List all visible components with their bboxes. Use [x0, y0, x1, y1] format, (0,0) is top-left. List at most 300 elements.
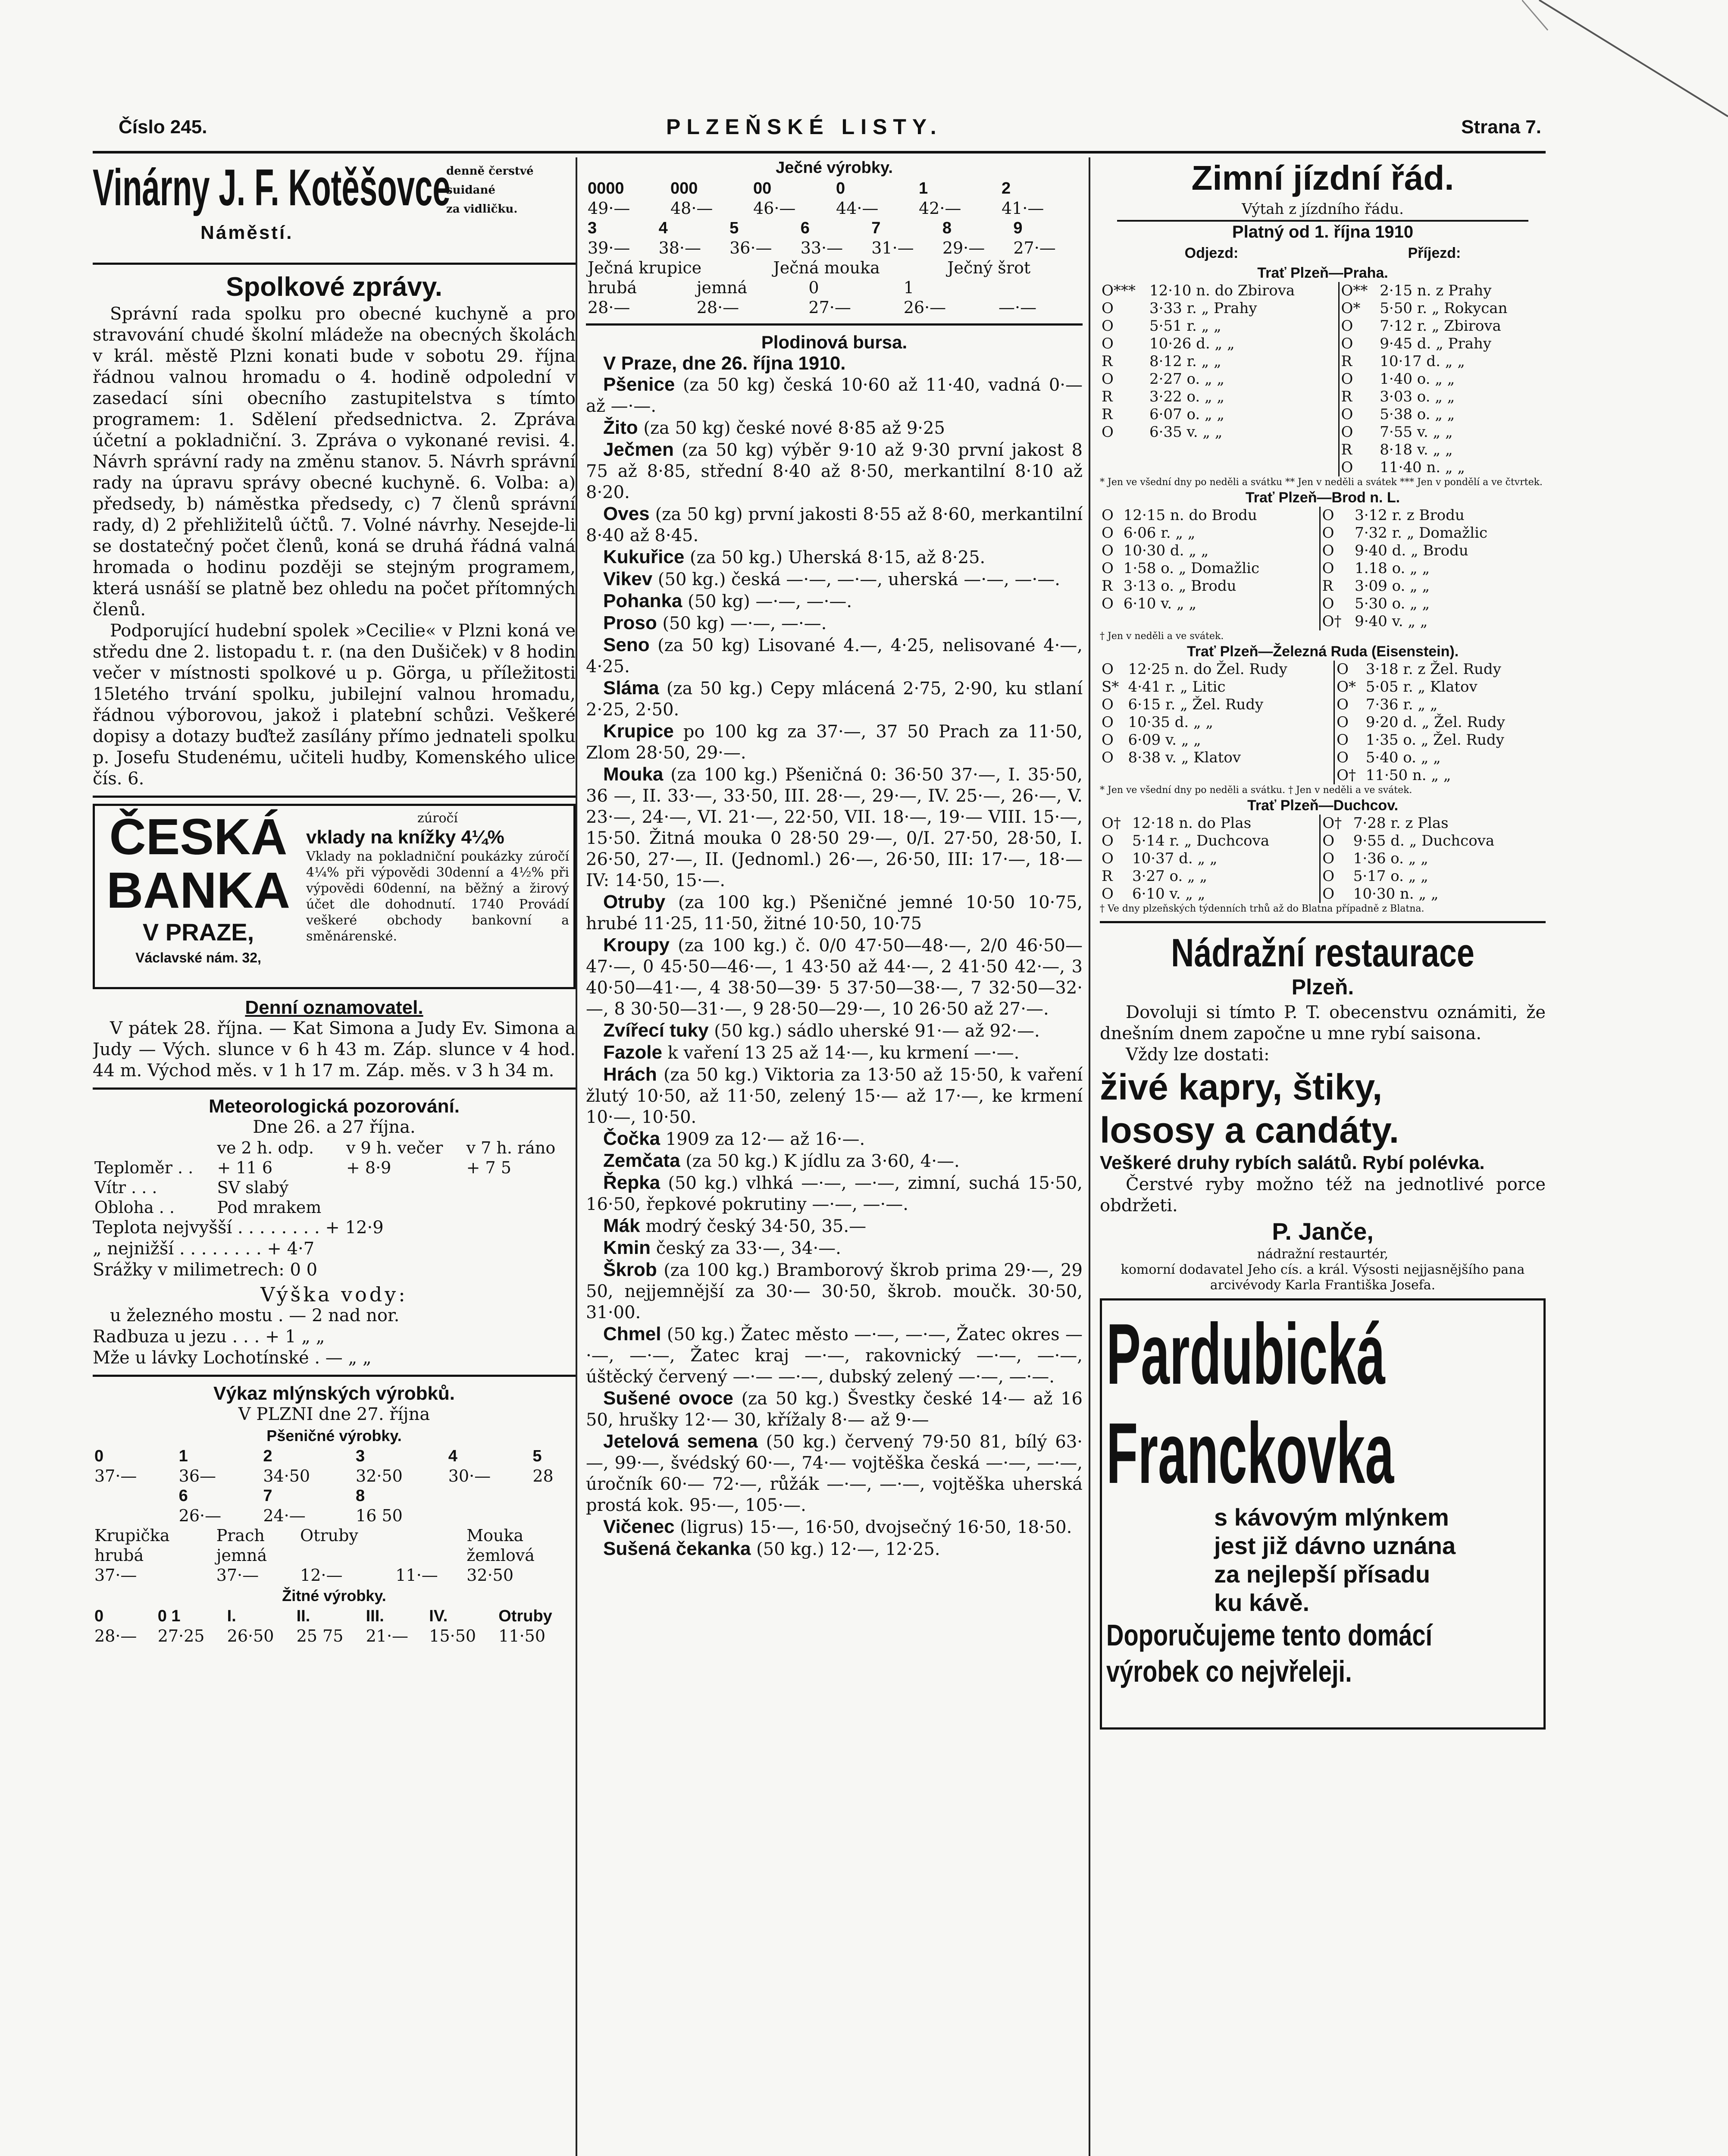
rad-cell: 10·30 n. „ „: [1353, 885, 1439, 903]
jecne-cell: 0000: [588, 179, 624, 197]
jecne-cell: jemná: [696, 278, 748, 297]
mlyn-table-2: [93, 1526, 576, 1585]
rad-cell: 5·17 o. „ „: [1353, 868, 1428, 885]
bursa-item-name: Zemčata: [603, 1150, 680, 1171]
rad-cell: O: [1320, 850, 1352, 868]
mlyn-cell: 0 1: [157, 1607, 181, 1625]
bursa-item: [586, 634, 1083, 677]
jecne-cell: 39·—: [588, 238, 630, 257]
mlyn-cell: II.: [296, 1607, 310, 1625]
jecne-cell: 5: [729, 219, 739, 237]
rad-section-title: Trať Plzeň—Duchcov.: [1247, 797, 1399, 814]
rad-cell: O: [1102, 524, 1114, 542]
meteo-max: Teplota nejvyšší . . . . . . . . + 12·9: [93, 1218, 384, 1238]
jecne-cell: Ječná krupice: [588, 258, 702, 277]
nadrazni-title: Nádražní restaurace: [1171, 931, 1474, 975]
meteo-cell: Obloha . .: [94, 1198, 175, 1217]
bursa-item: [586, 1064, 1083, 1128]
bursa-item-name: Mák: [603, 1215, 640, 1236]
kotesovec-note-3: za vidličku.: [446, 203, 518, 216]
mlyn-cell: 32·50: [466, 1566, 514, 1585]
bursa-item-name: Čočka: [603, 1128, 661, 1149]
jecne-cell: 48·—: [670, 199, 713, 218]
rad-cell: O: [1320, 542, 1353, 560]
rad-cell: 5·30 o. „ „: [1355, 595, 1430, 612]
nadrazni-p2: Vždy lze dostati:: [1126, 1045, 1270, 1065]
rad-legend: [1100, 243, 1546, 264]
rad-cell: O: [1102, 300, 1114, 317]
nadrazni-p1: Dovoluji si tímto P. T. obecenstvu oznámiti, že dnešním dnem započne u mne rybí saisona.: [1100, 1003, 1546, 1044]
voda-title: Výška vody:: [260, 1283, 408, 1306]
rad-cell: 5·51 r. „ „: [1149, 317, 1221, 335]
mlyn-cell: 28: [532, 1467, 554, 1485]
rad-cell: O: [1339, 370, 1378, 388]
bursa-item: [586, 612, 1083, 634]
rad-cell: 12·15 n. do Brodu: [1123, 507, 1257, 524]
page-number: Strana 7.: [1461, 116, 1541, 138]
bursa-item-text: modrý český 34·50, 35.—: [645, 1216, 867, 1236]
rad-cell: O†: [1320, 815, 1352, 832]
rad-cell: 6·06 r. „ „: [1123, 524, 1196, 542]
mlyn-cell: 37·—: [94, 1467, 137, 1485]
rad-note: † Jen v neděli a ve svátek.: [1100, 631, 1224, 642]
ceska-banka-ad: [93, 804, 576, 989]
jecne-cell: 00: [753, 179, 772, 197]
rad-cell: 7·36 r. „ „: [1365, 696, 1438, 713]
bursa-item-text: (za 50 kg.) Uherská 8·15, až 8·25.: [690, 548, 986, 567]
bursa-item-name: Zvířecí tuky: [603, 1020, 709, 1041]
divider: [93, 796, 576, 798]
bursa-item-name: Oves: [603, 503, 650, 524]
pardubicka-r2: výrobek co nejvřeleji.: [1106, 1655, 1352, 1688]
mlyn-table-3: [93, 1606, 576, 1646]
rad-cell: 2·15 n. z Prahy: [1380, 282, 1492, 299]
rad-cell: O*: [1334, 678, 1364, 696]
rad-cell: 11·40 n. „ „: [1380, 459, 1465, 476]
bursa-item-text: (50 kg.) červený 79·50 81, bílý 63·—, 99·—, švédský 60·—, 74·— vojtěška česká —·—, —·—, úročník 60·— 72·—, růžák —·—, —·—, vojtěška uherská prostá kok. 95·—, 105·—.: [586, 1432, 1083, 1515]
banka-name-2: BANKA: [106, 862, 291, 919]
mlyn-cell: žemlová: [466, 1546, 535, 1565]
rad-cell: O: [1320, 832, 1352, 850]
bursa-item-text: (za 50 kg.) K jídlu za 3·60, 4·—.: [686, 1151, 960, 1171]
mlyn-cell: Mouka: [466, 1526, 524, 1545]
rad-sections: [1100, 264, 1546, 915]
jecne-cell: 28·—: [696, 298, 739, 317]
rad-cell: 7·32 r. „ Domažlic: [1355, 524, 1488, 542]
rad-cell: 1·58 o. „ Domažlic: [1123, 560, 1260, 577]
rad-cell: O: [1102, 370, 1114, 388]
jecne-cell: 2: [1002, 179, 1011, 197]
bursa-item: [586, 1538, 1083, 1560]
jecne-cell: hrubá: [588, 278, 637, 297]
rad-cell: 5·14 r. „ Duchcova: [1132, 832, 1270, 849]
nadrazni-big-2: lososy a candáty.: [1100, 1110, 1399, 1150]
jecne-cell: 29·—: [942, 238, 985, 257]
rad-section-title: Trať Plzeň—Železná Ruda (Eisenstein).: [1186, 643, 1459, 660]
bursa-item: [586, 1388, 1083, 1431]
rad-cell: O: [1334, 661, 1364, 678]
bursa-item-name: Sušená čekanka: [603, 1538, 751, 1559]
rad-cell: 1·35 o. „ Žel. Rudy: [1365, 731, 1504, 749]
rad-cell: [1100, 441, 1148, 459]
jecne-table-2: [586, 218, 1083, 258]
rad-cell: [1122, 613, 1320, 630]
issue-number: Číslo 245.: [119, 116, 207, 138]
bursa-item-name: Žito: [603, 417, 638, 438]
bursa-item-name: Sušené ovoce: [603, 1388, 733, 1409]
meteo-cell: Pod mrakem: [217, 1198, 322, 1217]
jecne-cell: 0: [836, 179, 845, 197]
rad-cell: [1100, 459, 1148, 476]
jecne-cell: 31·—: [871, 238, 914, 257]
pardubicka-ad: [1100, 1298, 1546, 1730]
jecne-cell: 42·—: [919, 199, 961, 218]
bursa-item: [586, 503, 1083, 546]
bursa-item: [586, 934, 1083, 1020]
column-3: [1093, 157, 1546, 2156]
rad-note: * Jen ve všední dny po neděli a svátku ** Jen v neděli a svátek *** Jen v pondělí a ve čtvrtek.: [1100, 477, 1543, 488]
voda-row: u železného mostu . — 2 nad nor.: [110, 1306, 400, 1326]
kotesovec-note-2: suidané: [446, 184, 495, 197]
rad-cell: 3·22 o. „ „: [1149, 388, 1225, 405]
rad-cell: O: [1320, 595, 1353, 613]
column-divider: [576, 157, 577, 2156]
mlyn-cell: 24·—: [263, 1506, 306, 1525]
rad-cell: 6·09 v. „ „: [1128, 731, 1201, 749]
bursa-list: [586, 374, 1083, 1560]
jecne-cell: 46·—: [753, 199, 796, 218]
jecne-cell: 1: [903, 278, 914, 297]
rad-cell: O: [1320, 560, 1353, 577]
meteo-cell: + 8·9: [346, 1158, 391, 1177]
rad-subtitle: Výtah z jízdního řádu.: [1242, 201, 1404, 218]
rad-cell: O: [1102, 507, 1114, 524]
rad-cell: O†: [1334, 767, 1364, 784]
mlyn-cell: 8: [356, 1487, 365, 1505]
spolkove-p1: Správní rada spolku pro obecné kuchyně a pro stravování chudé školní mládeže na obecných školách v král. městě Plzni konati bude v sobotu 29. října řádnou valnou hromadu o 4. hodině odpolední v zasedací síni obecního zastupitelstva s tímto programem: 1. Sdělení předsednictva. 2. Zpráva účetní a pokladniční. 3. Zpráva o vykonané revisi. 4. Návrh správní rady na změnu stanov. 5. Návrh správní rady na úpravu správy obecné kuchyně. 6. Volba: a) předsedy, b) náměstka předsedy, c) 7 členů správní rady, d) 2 přehližitelů účtů. 7. Volné návrhy. Nesejde-li se dostatečný počet členů, koná se druhá řádná valná hromada o hodinu později se stejným programem, která usnáší se platně bez ohledu na počet přítomných členů.: [93, 304, 576, 620]
rad-cell: 12·10 n. do Zbirova: [1149, 282, 1295, 299]
bursa-item-text: (50 kg.) česká —·—, —·—, uherská —·—, —·—.: [657, 570, 1060, 589]
rad-cell: 12·25 n. do Žel. Rudy: [1128, 661, 1287, 678]
meteo-cell: + 11 6: [217, 1158, 273, 1177]
rad-cell: O: [1102, 696, 1114, 713]
rad-cell: 6·35 v. „ „: [1149, 423, 1223, 441]
bursa-item-name: Proso: [603, 612, 657, 633]
banka-logo: [99, 810, 297, 983]
bursa-item-text: (50 kg.) Žatec město —·—, —·—, Žatec okres —·—, —·—, Žatec kraj —·—, rakovnický —·—, —·—, úštěcký červený —·— —·—, dubský zelený —·—, —·—.: [586, 1325, 1083, 1387]
bursa-item: [586, 568, 1083, 590]
pardubicka-s3: za nejlepší přísadu: [1214, 1561, 1431, 1588]
mlyn-cell: 37·—: [216, 1566, 259, 1585]
bursa-item: [586, 1237, 1083, 1259]
jecne-table-4: [586, 278, 1083, 317]
rad-cell: O: [1102, 714, 1114, 731]
banka-address: Václavské nám. 32,: [135, 950, 261, 965]
nadrazni-big-1: živé kapry, štiky,: [1100, 1067, 1383, 1107]
meteo-head: v 9 h. večer: [346, 1138, 443, 1157]
rad-cell: 5·38 o. „ „: [1380, 406, 1455, 423]
bursa-item-text: (za 50 kg) výběr 9·10 až 9·30 první jakost 8 75 až 8·85, střední 8·40 až 8·50, merkantilní 8·10 až 8·20.: [586, 440, 1083, 502]
rad-valid: Platný od 1. října 1910: [1117, 220, 1528, 243]
rad-cell: 3·13 o. „ Brodu: [1123, 577, 1237, 595]
mlyn-cell: 30·—: [448, 1467, 491, 1485]
bursa-item-text: (za 100 kg.) č. 0/0 47·50—48·—, 2/0 46·50—47·—, 0 45·50—46·—, 1 43·50 až 44·—, 2 41·50 42·—, 3 40·50—41·—, 4 38·50—39· 5 37·50—38·—, 7 32·50—32·—, 8 30·50—31·—, 9 28·50—29·—, 10 26·50 až 27·—.: [586, 936, 1083, 1019]
jecne-cell: 28·—: [588, 298, 630, 317]
rad-cell: 10·17 d. „ „: [1380, 353, 1465, 370]
mlyn-date: V PLZNI dne 27. října: [238, 1404, 430, 1424]
rad-cell: 9·40 v. „ „: [1355, 613, 1428, 630]
bursa-item-name: Fazole: [603, 1042, 662, 1063]
bursa-item-name: Řepka: [603, 1172, 661, 1193]
rad-cell: 12·18 n. do Plas: [1132, 815, 1252, 832]
banka-rate-head: zúročí: [417, 811, 458, 826]
rad-cell: 7·28 r. z Plas: [1353, 815, 1449, 832]
mlyn-cell: hrubá: [94, 1546, 144, 1565]
mlyn-cell: 26·50: [227, 1626, 274, 1645]
mlyn-cell: 6: [178, 1487, 188, 1505]
bursa-item-text: (za 50 kg) Lisované 4.—, 4·25, nelisované 4·—, 4·25.: [586, 636, 1083, 677]
rad-cell: [1126, 767, 1334, 784]
mlyn-cell: 11·—: [395, 1566, 438, 1585]
nadrazni-city: Plzeň.: [1291, 975, 1354, 999]
rad-cell: O: [1102, 749, 1114, 766]
rad-cell: 7·55 v. „ „: [1380, 423, 1453, 441]
jecne-cell: 36·—: [729, 238, 772, 257]
divider: [93, 1087, 576, 1090]
rad-cell: O: [1102, 661, 1114, 678]
jecne-cell: 3: [588, 219, 597, 237]
masthead-rule: [93, 151, 1546, 154]
mlyn-cell: 21·—: [366, 1626, 409, 1645]
newspaper-page: [93, 110, 1546, 2156]
mlyn-cell: 37·—: [94, 1566, 137, 1585]
voda-row: Radbuza u jezu . . . + 1 „ „: [93, 1327, 325, 1347]
bursa-item: [586, 546, 1083, 568]
rad-cell: O†: [1320, 613, 1353, 630]
jecne-cell: 26·—: [903, 298, 946, 317]
rad-cell: 9·45 d. „ Prahy: [1380, 335, 1492, 352]
jecne-cell: 38·—: [658, 238, 701, 257]
meteo-date: Dne 26. a 27 října.: [253, 1117, 416, 1137]
rad-cell: 6·15 r. „ Žel. Rudy: [1128, 696, 1264, 713]
jecne-table-3: [586, 258, 1083, 278]
jecne-cell: 33·—: [800, 238, 843, 257]
bursa-item: [586, 439, 1083, 503]
rad-cell: R: [1102, 577, 1113, 595]
denni-title: Denní oznamovatel.: [245, 997, 423, 1018]
bursa-item: [586, 417, 1083, 439]
rad-cell: O: [1102, 423, 1114, 441]
mlyn-cell: 5: [532, 1447, 542, 1465]
rad-cell: 9·55 d. „ Duchcova: [1353, 832, 1495, 849]
rad-section-title: Trať Plzeň—Praha.: [1257, 265, 1388, 281]
bursa-item-text: (za 50 kg) první jakosti 8·55 až 8·60, merkantilní 8·40 až 8·45.: [586, 505, 1083, 545]
jecne-cell: Ječná mouka: [773, 258, 880, 277]
rad-cell: R: [1339, 388, 1378, 406]
divider: [586, 323, 1083, 326]
rad-cell: 9·40 d. „ Brodu: [1355, 542, 1468, 559]
bursa-item: [586, 374, 1083, 417]
rad-note: * Jen ve všední dny po neděli a svátku. † Jen v neděli a ve svátek.: [1100, 785, 1412, 796]
page-fold-corner: [1522, 0, 1728, 121]
rad-cell: 6·07 o. „ „: [1149, 406, 1225, 423]
pardubicka-l1: Pardubická: [1106, 1306, 1385, 1402]
rad-cell: 1·40 o. „ „: [1380, 370, 1455, 388]
rad-cell: O***: [1102, 282, 1136, 299]
bursa-item-text: po 100 kg za 37·—, 37 50 Prach za 11·50, Zlom 28·50, 29·—.: [586, 722, 1083, 763]
rad-cell: S*: [1102, 678, 1119, 696]
rad-title: Zimní jízdní řád.: [1191, 159, 1454, 197]
meteo-head: ve 2 h. odp.: [217, 1138, 314, 1157]
rad-cell: 10·26 d. „ „: [1149, 335, 1235, 352]
nadrazni-role-2: komorní dodavatel Jeho cís. a král. Výsosti nejjasnějšího pana arcivévody Karla Františka Josefa.: [1121, 1262, 1525, 1293]
rad-cell: 3·33 r. „ Prahy: [1149, 300, 1257, 317]
rad-cell: 6·10 v. „ „: [1123, 595, 1197, 612]
mlyn-cell: 0: [94, 1607, 104, 1625]
rad-cell: 10·37 d. „ „: [1132, 850, 1218, 867]
pardubicka-l2: Franckovka: [1106, 1405, 1394, 1501]
bursa-item-name: Kroupy: [603, 934, 670, 956]
rad-cell: O: [1334, 749, 1364, 767]
jecne-cell: 1: [919, 179, 928, 197]
rad-cell: R: [1102, 406, 1113, 423]
mlyn-cell: I.: [227, 1607, 236, 1625]
mlyn-cell: 34·50: [263, 1467, 310, 1485]
bursa-item-name: Vikev: [603, 568, 653, 589]
rad-cell: [1100, 767, 1126, 784]
rad-cell: O: [1102, 595, 1114, 612]
jecne-cell: 0: [808, 278, 819, 297]
bursa-item-text: 1909 za 12·— až 16·—.: [665, 1129, 865, 1149]
rad-cell: 3·03 o. „ „: [1380, 388, 1455, 405]
jecne-table: [586, 179, 1083, 218]
mlyn-cell: 7: [263, 1487, 272, 1505]
jecne-cell: —·—: [999, 298, 1037, 317]
bursa-item: [586, 1150, 1083, 1172]
column-1: [93, 157, 576, 2156]
rad-cell: O: [1339, 406, 1378, 423]
bursa-item-text: (50 kg) —·—, —·—.: [688, 592, 852, 611]
mlyn-cell: Otruby: [300, 1526, 358, 1545]
rad-cell: 8·18 v. „ „: [1380, 441, 1453, 458]
rad-table: [1100, 661, 1546, 784]
mlyn-cell: 32·50: [356, 1467, 403, 1485]
spolkove-title: Spolkové zprávy.: [226, 272, 442, 302]
bursa-item: [586, 764, 1083, 891]
voda-row: Mže u lávky Lochotínské . — „ „: [93, 1348, 372, 1368]
bursa-item-text: k vaření 13 25 až 14·—, ku krmení —·—.: [667, 1043, 1020, 1063]
nadrazni-role: nádražní restaurtér,: [1257, 1247, 1389, 1262]
bursa-item-name: Sláma: [603, 677, 659, 699]
rad-cell: 10·30 d. „ „: [1123, 542, 1209, 559]
rad-cell: O: [1102, 317, 1114, 335]
rad-cell: R: [1102, 868, 1113, 885]
rad-cell: R: [1339, 441, 1378, 459]
bursa-item: [586, 1042, 1083, 1064]
rad-cell: 5·40 o. „ „: [1365, 749, 1441, 766]
mlyn-cell: 16 50: [356, 1506, 403, 1525]
mlyn-cell: Prach: [216, 1526, 265, 1545]
rad-cell: 11·50 n. „ „: [1365, 767, 1451, 784]
bursa-title: Plodinová bursa.: [761, 332, 908, 352]
odjezd-label: Odjezd:: [1184, 245, 1239, 261]
meteo-cell: SV slabý: [217, 1178, 289, 1197]
meteo-table: [93, 1138, 576, 1217]
bursa-item-name: Škrob: [603, 1259, 657, 1280]
mlyn-cell: 3: [356, 1447, 365, 1465]
bursa-item: [586, 1259, 1083, 1323]
mlyn-cell: Krupička: [94, 1526, 170, 1545]
mlyn-cell: 28·—: [94, 1626, 137, 1645]
prijezd-label: Příjezd:: [1408, 245, 1461, 261]
spolkove-p2: Podporující hudební spolek »Cecilie« v Plzni koná ve středu dne 2. listopadu t. r. (na den Dušiček) v 8 hodin večer v místnosti spolkové u p. Görga, u příležitosti 15letého trvání spolku, jubilejní valnou hromadu, řádnou výborovou, jakož i platební schůzi. Veškeré dopisy a dotazy buďtež zasílány přímo jednateli spolku p. Josefu Studenému, učiteli hudby, Komenského ulice čís. 6.: [93, 621, 576, 789]
rad-note: † Ve dny plzeňských týdenních trhů až do Blatna případně z Blatna.: [1100, 903, 1424, 914]
bursa-item-text: český za 33·—, 34·—.: [656, 1238, 841, 1258]
bursa-item-name: Ječmen: [603, 439, 674, 460]
bursa-item: [586, 1323, 1083, 1388]
mlyn-cell: jemná: [216, 1546, 267, 1565]
rad-section-title: Trať Plzeň—Brod n. L.: [1245, 489, 1400, 506]
bursa-item-name: Krupice: [603, 721, 674, 742]
rad-cell: [1148, 441, 1339, 459]
jecne-cell: 41·—: [1002, 199, 1044, 218]
nadrazni-bold: Veškeré druhy rybích salátů. Rybí polévka.: [1100, 1152, 1485, 1173]
bursa-item: [586, 1431, 1083, 1516]
jecne-cell: 000: [670, 179, 698, 197]
banka-city: V PRAZE,: [142, 918, 254, 946]
banka-name-1: ČESKÁ: [109, 808, 288, 865]
meteo-min: „ nejnižší . . . . . . . . + 4·7: [93, 1239, 315, 1259]
mlyn-cell: 36—: [178, 1467, 216, 1485]
pardubicka-s4: ku kávě.: [1214, 1589, 1310, 1616]
rad-cell: 7·12 r. „ Zbirova: [1380, 317, 1501, 335]
pardubicka-slogan: [1106, 1503, 1539, 1617]
rad-cell: O: [1334, 714, 1364, 731]
bursa-item-text: (50 kg.) 12·—, 12·25.: [756, 1539, 940, 1559]
mlyn-cell: 26·—: [178, 1506, 222, 1525]
jecne-cell: 27·—: [808, 298, 851, 317]
bursa-item-name: Chmel: [603, 1323, 661, 1344]
rad-cell: O: [1339, 423, 1378, 441]
bursa-item-text: (za 100 kg.) Bramborový škrob prima 29·—, 29 50, nejjemnější za 30·— 30·50, škrob. moučk. 30·50, 31·00.: [586, 1260, 1083, 1322]
bursa-item-text: (za 100 kg.) Pšeničná 0: 36·50 37·—, I. 35·50, 36 —, II. 33·—, 33·50, III. 28·—, 29·—, IV. 25·—, 26·—, V. 23·—, 24·—, VI. 21·—, 22·50, VII. 18·—, 19·— VIII. 15·—, 15·50. Žitná mouka 0 28·50 29·—, 0/I. 27·50, 28·50, I. 26·50, 27·—, II. (Jednoml.) 26·—, 26·50, III: 17·—, 18·— IV: 14·50, 15·—.: [586, 765, 1083, 890]
rad-cell: [1100, 613, 1122, 630]
banka-text: [306, 810, 569, 983]
kotesovec-ad: [93, 157, 576, 257]
kotesovec-name: Vinárny J. F. Kotěšovce: [93, 159, 451, 216]
denni-text: V pátek 28. října. — Kat Simona a Judy Ev. Simona a Judy — Vých. slunce v 6 h 43 m. Záp. slunce v 4 hod. 44 m. Východ měs. v 1 h 17 m. Záp. měs. v 3 h 34 m.: [93, 1018, 576, 1081]
jecne-cell: Ječný šrot: [947, 258, 1031, 277]
bursa-item-text: (50 kg.) sádlo uherské 91·— až 92·—.: [714, 1021, 1040, 1041]
jecne-cell: 27·—: [1013, 238, 1056, 257]
kotesovec-note: [446, 162, 534, 219]
meteo-cell: Vítr . . .: [94, 1178, 157, 1197]
rad-cell: 3·27 o. „ „: [1132, 868, 1208, 885]
rad-cell: 1.18 o. „ „: [1355, 560, 1430, 577]
bursa-item-name: Kmin: [603, 1237, 651, 1258]
bursa-item: [586, 721, 1083, 764]
meteo-cell: + 7 5: [466, 1158, 511, 1177]
rad-cell: R: [1102, 388, 1113, 405]
masthead: [93, 110, 1546, 149]
mlyn-cell: 2: [263, 1447, 272, 1465]
rad-cell: 3·18 r. z Žel. Rudy: [1365, 661, 1501, 678]
rad-cell: 1·36 o. „ „: [1353, 850, 1428, 867]
meteo-head: [93, 1138, 216, 1158]
mlyn-cell: 0: [94, 1447, 104, 1465]
banka-rate: vklady na knížky 4¼%: [306, 827, 504, 848]
rad-table: [1100, 507, 1546, 630]
